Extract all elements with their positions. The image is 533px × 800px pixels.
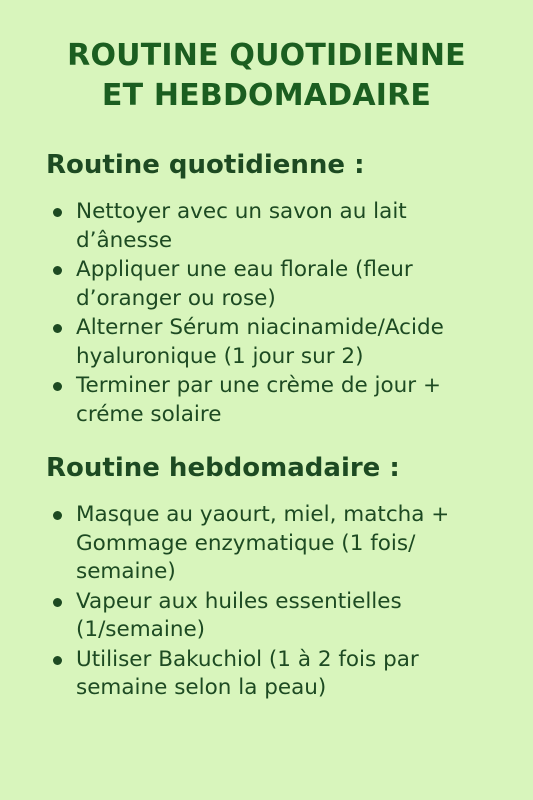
list-item bbox=[46, 646, 493, 703]
bullet-icon bbox=[53, 656, 62, 665]
list-item-line: d’ânesse bbox=[76, 227, 173, 253]
page-title-line-1: ROUTINE QUOTIDIENNE bbox=[67, 38, 466, 73]
bullet-icon bbox=[53, 598, 62, 607]
list-item bbox=[46, 372, 493, 429]
list-item-line: Alterner Sérum niacinamide/Acide bbox=[76, 315, 444, 340]
list-item-line: semaine selon la peau) bbox=[76, 675, 327, 700]
list-item bbox=[46, 588, 493, 645]
daily-routine-list bbox=[46, 198, 493, 429]
bullet-icon bbox=[53, 382, 62, 391]
list-item-line: Utiliser Bakuchiol (1 à 2 fois par bbox=[76, 646, 419, 672]
weekly-routine-list bbox=[46, 501, 493, 703]
bullet-icon bbox=[53, 511, 62, 520]
list-item-line: semaine) bbox=[76, 559, 176, 584]
list-item-line: Appliquer une eau florale (fleur bbox=[76, 257, 413, 282]
list-item-line: Masque au yaourt, miel, matcha + bbox=[76, 502, 450, 527]
list-item bbox=[46, 501, 493, 587]
list-item bbox=[46, 314, 493, 371]
list-item-line: hyaluronique (1 jour sur 2) bbox=[76, 343, 364, 369]
daily-routine-heading: Routine quotidienne : bbox=[46, 150, 365, 180]
list-item-line: Nettoyer avec un savon au lait bbox=[76, 199, 407, 224]
list-item-line: d’oranger ou rose) bbox=[76, 285, 276, 311]
list-item-line: Gommage enzymatique (1 fois/ bbox=[76, 530, 416, 556]
list-item-line: (1/semaine) bbox=[76, 617, 206, 642]
weekly-routine-heading: Routine hebdomadaire : bbox=[46, 453, 400, 483]
page-title bbox=[40, 36, 493, 116]
list-item bbox=[46, 256, 493, 313]
bullet-icon bbox=[53, 266, 62, 275]
page-title-line-2: ET HEBDOMADAIRE bbox=[101, 78, 432, 113]
bullet-icon bbox=[53, 324, 62, 333]
bullet-icon bbox=[53, 208, 62, 217]
list-item bbox=[46, 198, 493, 255]
list-item-line: créme solaire bbox=[76, 401, 222, 427]
list-item-line: Terminer par une crème de jour + bbox=[76, 373, 441, 398]
list-item-line: Vapeur aux huiles essentielles bbox=[76, 588, 402, 614]
